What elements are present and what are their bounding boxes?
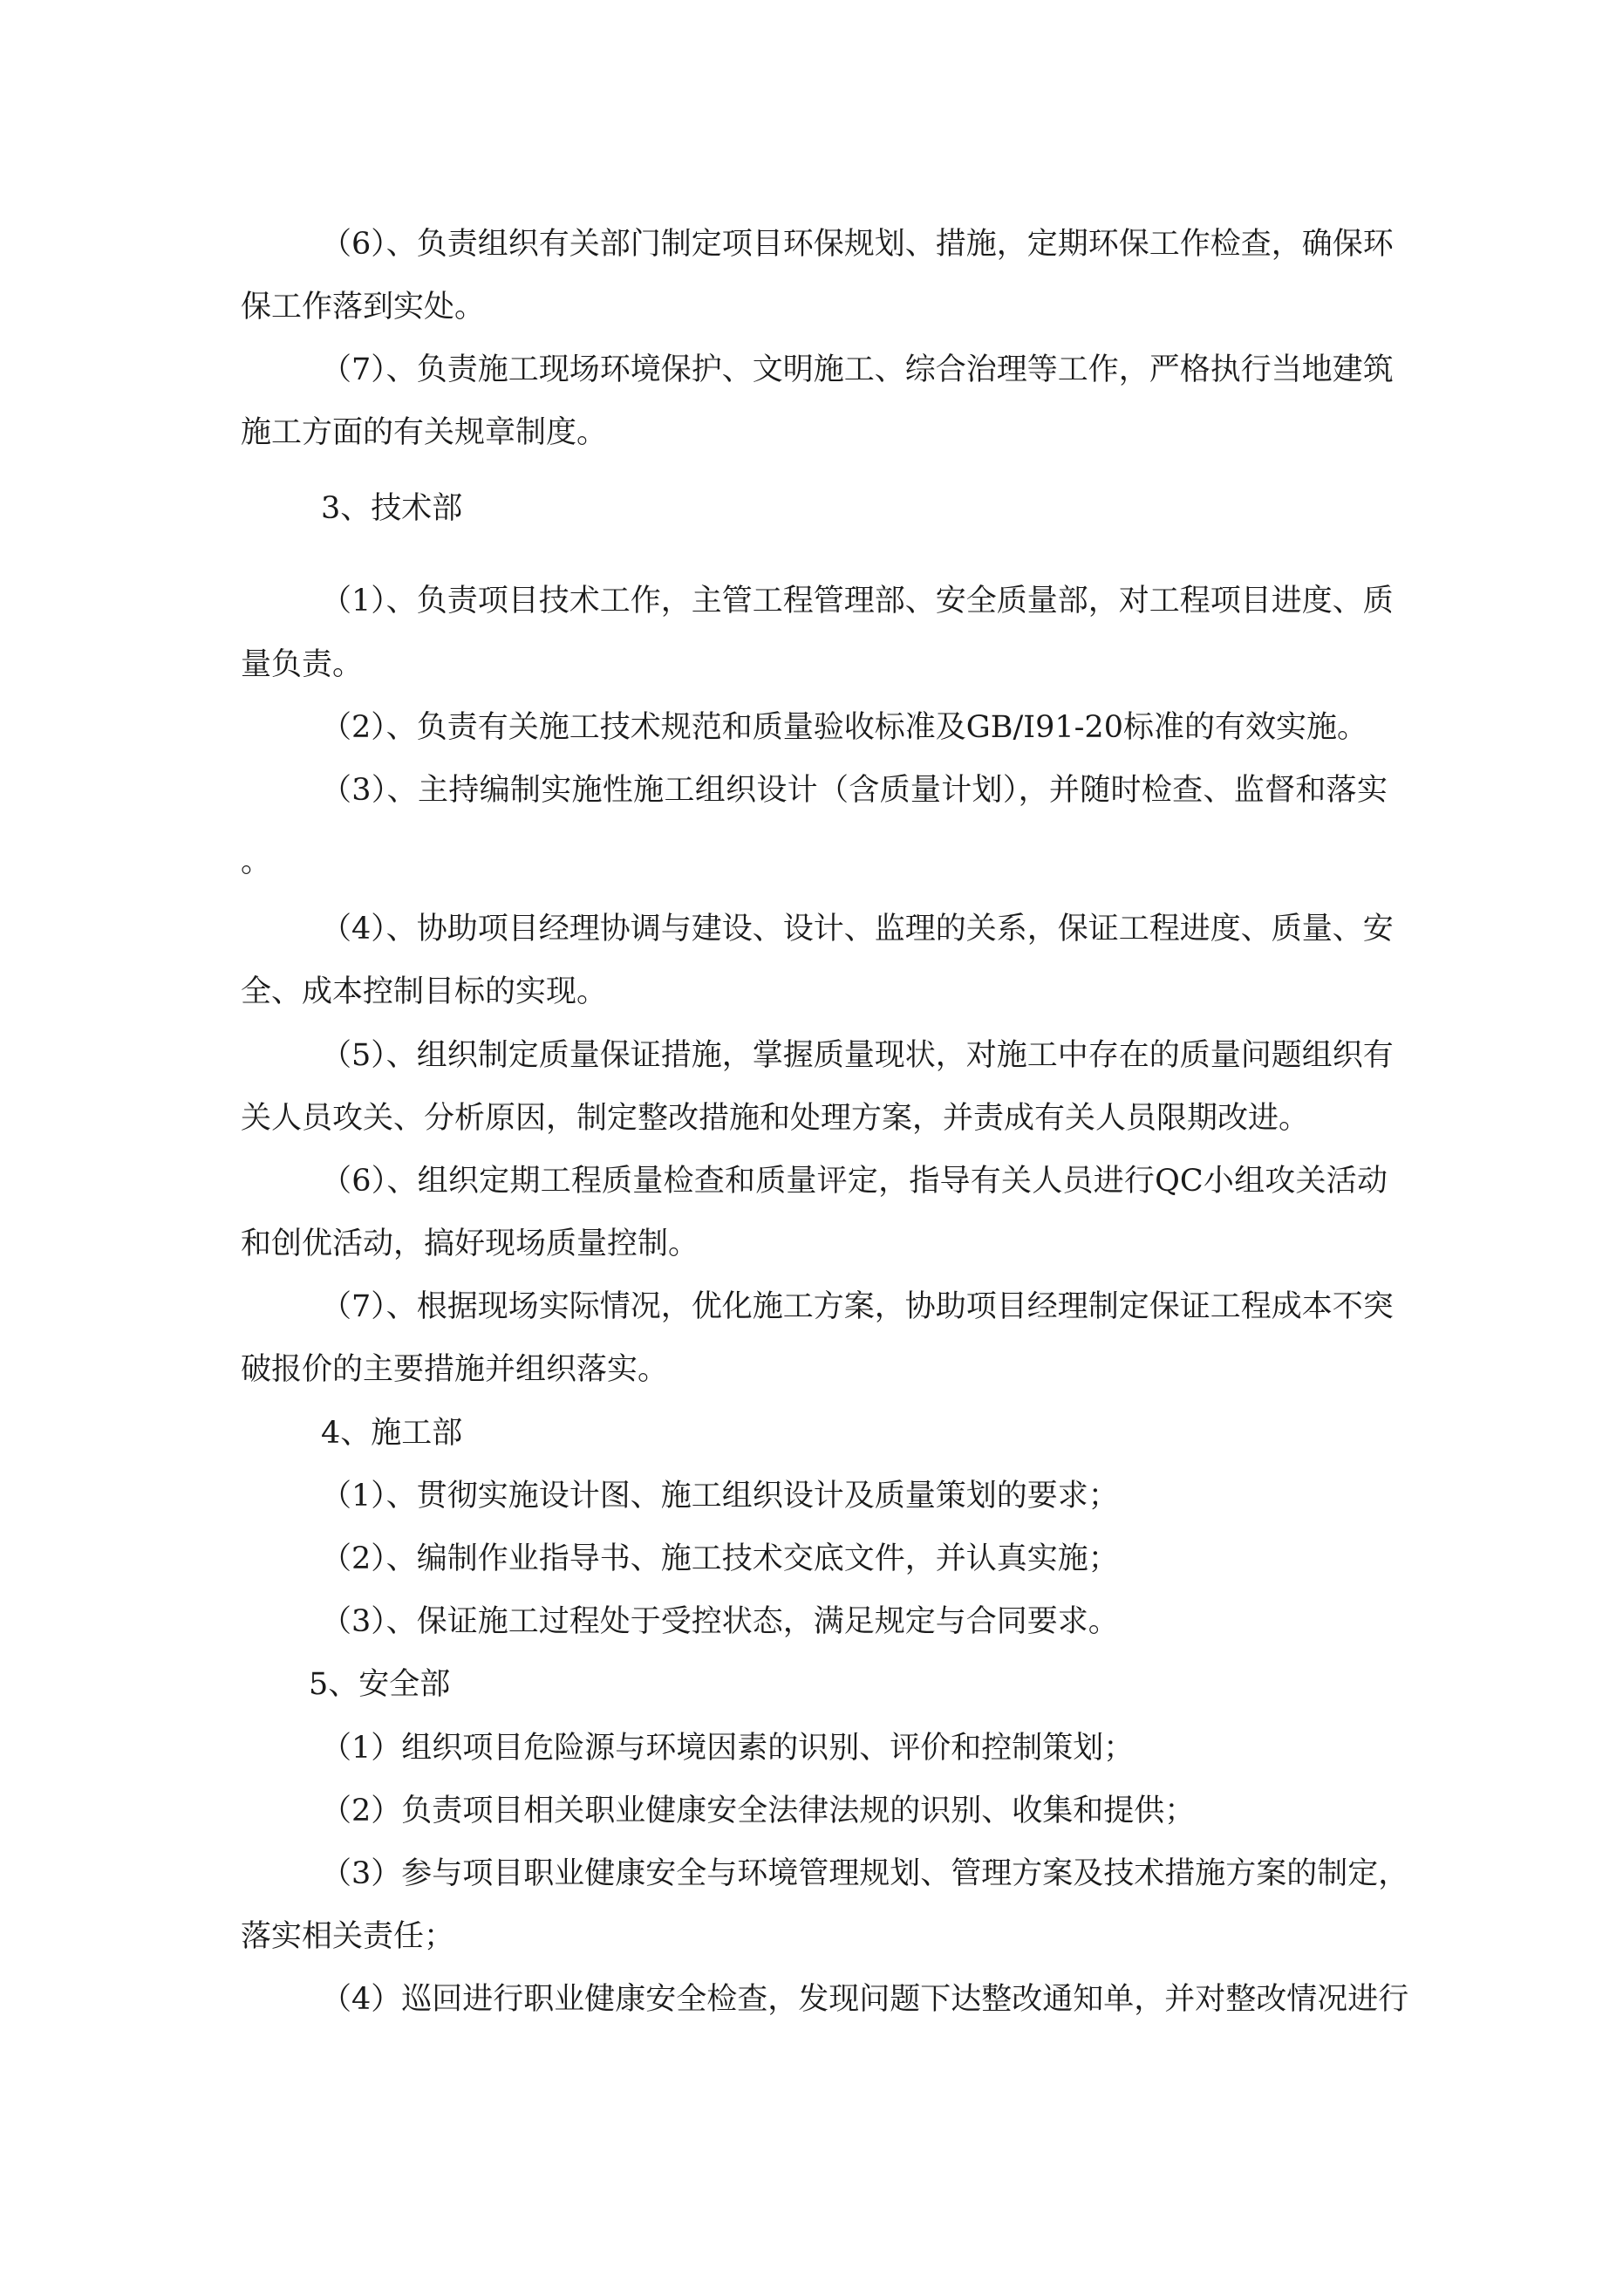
paragraph-line: （2）、编制作业指导书、施工技术交底文件，并认真实施；: [321, 1541, 1119, 1576]
paragraph-line: （1）、负责项目技术工作，主管工程管理部、安全质量部，对工程项目进度、质: [321, 584, 1394, 618]
paragraph-line: 保工作落到实处。: [241, 290, 486, 325]
paragraph-line: 关人员攻关、分析原因，制定整改措施和处理方案，并责成有关人员限期改进。: [241, 1101, 1310, 1136]
paragraph-line: （3）参与项目职业健康安全与环境管理规划、管理方案及技术措施方案的制定，: [321, 1856, 1409, 1891]
paragraph-line: 量负责。: [241, 647, 364, 682]
paragraph-line: 。: [241, 844, 272, 879]
paragraph-line: （3）、主持编制实施性施工组织设计（含质量计划），并随时检查、监督和落实: [321, 773, 1388, 808]
paragraph-line: 破报价的主要措施并组织落实。: [241, 1352, 669, 1387]
paragraph-line: （5）、组织制定质量保证措施，掌握质量现状，对施工中存在的质量问题组织有: [321, 1038, 1394, 1073]
paragraph-line: （4）巡回进行职业健康安全检查，发现问题下达整改通知单，并对整改情况进行: [321, 1982, 1409, 2017]
paragraph-line: （2）负责项目相关职业健康安全法律法规的识别、收集和提供；: [321, 1794, 1196, 1828]
section-heading: 4、施工部: [321, 1416, 463, 1451]
paragraph-line: （2）、负责有关施工技术规范和质量验收标准及GB/I91-20标准的有效实施。: [321, 710, 1367, 745]
paragraph-line: （1）、贯彻实施设计图、施工组织设计及质量策划的要求；: [321, 1479, 1119, 1514]
paragraph-line: 施工方面的有关规章制度。: [241, 415, 608, 450]
paragraph-line: （6）、负责组织有关部门制定项目环保规划、措施，定期环保工作检查，确保环: [321, 227, 1394, 262]
section-heading: 5、安全部: [309, 1667, 451, 1702]
section-heading: 3、技术部: [321, 491, 463, 526]
paragraph-line: （7）、根据现场实际情况，优化施工方案，协助项目经理制定保证工程成本不突: [321, 1289, 1394, 1324]
paragraph-line: （3）、保证施工过程处于受控状态，满足规定与合同要求。: [321, 1604, 1119, 1639]
paragraph-line: （7）、负责施工现场环境保护、文明施工、综合治理等工作，严格执行当地建筑: [321, 352, 1394, 387]
paragraph-line: （6）、组织定期工程质量检查和质量评定，指导有关人员进行QC小组攻关活动: [321, 1164, 1388, 1199]
paragraph-line: 和创优活动，搞好现场质量控制。: [241, 1227, 699, 1261]
paragraph-line: （4）、协助项目经理协调与建设、设计、监理的关系，保证工程进度、质量、安: [321, 912, 1394, 946]
paragraph-line: 落实相关责任；: [241, 1919, 455, 1954]
paragraph-line: （1）组织项目危险源与环境因素的识别、评价和控制策划；: [321, 1731, 1135, 1766]
paragraph-line: 全、成本控制目标的实现。: [241, 974, 608, 1009]
